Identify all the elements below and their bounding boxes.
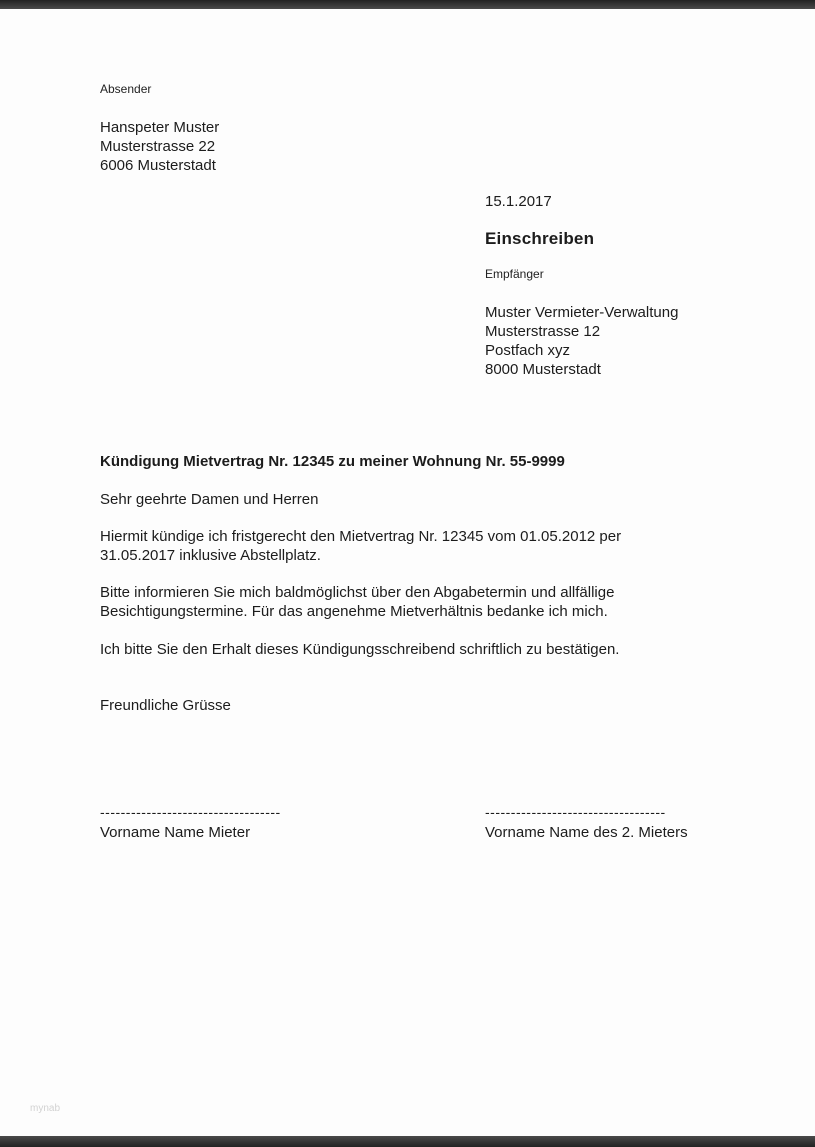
recipient-label: Empfänger: [485, 267, 544, 281]
recipient-city: 8000 Musterstadt: [485, 361, 601, 378]
page-top-edge: [0, 0, 815, 9]
letter-date: 15.1.2017: [485, 193, 552, 210]
delivery-mode: Einschreiben: [485, 229, 595, 248]
sender-street: Musterstrasse 22: [100, 138, 216, 155]
sender-name: Hanspeter Muster: [100, 119, 220, 136]
sender-city: 6006 Musterstadt: [100, 157, 216, 174]
page-bottom-edge: [0, 1136, 815, 1147]
paragraph-confirmation: Ich bitte Sie den Erhalt dieses Kündigungsschreibend schriftlich zu bestätigen.: [100, 641, 620, 658]
recipient-name: Muster Vermieter-Verwaltung: [485, 304, 679, 321]
sender-address: [100, 118, 219, 175]
paragraph-handover: Bitte informieren Sie mich baldmöglichst über den Abgabetermin und allfällige Besichtigungstermine. Für das angenehme Mietverhältnis bedanke ich mich.: [100, 584, 615, 620]
closing: Freundliche Grüsse: [100, 697, 231, 714]
sender-label: Absender: [100, 82, 152, 96]
watermark-text: mynab: [30, 1103, 61, 1114]
signature-line-tenant1: -----------------------------------: [100, 804, 281, 820]
recipient-street: Musterstrasse 12: [485, 323, 601, 340]
recipient-address: [485, 303, 678, 379]
signature-line-tenant2: -----------------------------------: [485, 804, 666, 820]
signature-label-tenant1: Vorname Name Mieter: [100, 824, 251, 841]
paragraph-termination: Hiermit kündige ich fristgerecht den Mietvertrag Nr. 12345 vom 01.05.2012 per 31.05.2017 inklusive Abstellplatz.: [100, 528, 622, 564]
signature-label-tenant2: Vorname Name des 2. Mieters: [485, 824, 688, 841]
subject-line: Kündigung Mietvertrag Nr. 12345 zu meiner Wohnung Nr. 55-9999: [100, 453, 565, 470]
salutation: Sehr geehrte Damen und Herren: [100, 491, 319, 508]
recipient-pobox: Postfach xyz: [485, 342, 571, 359]
